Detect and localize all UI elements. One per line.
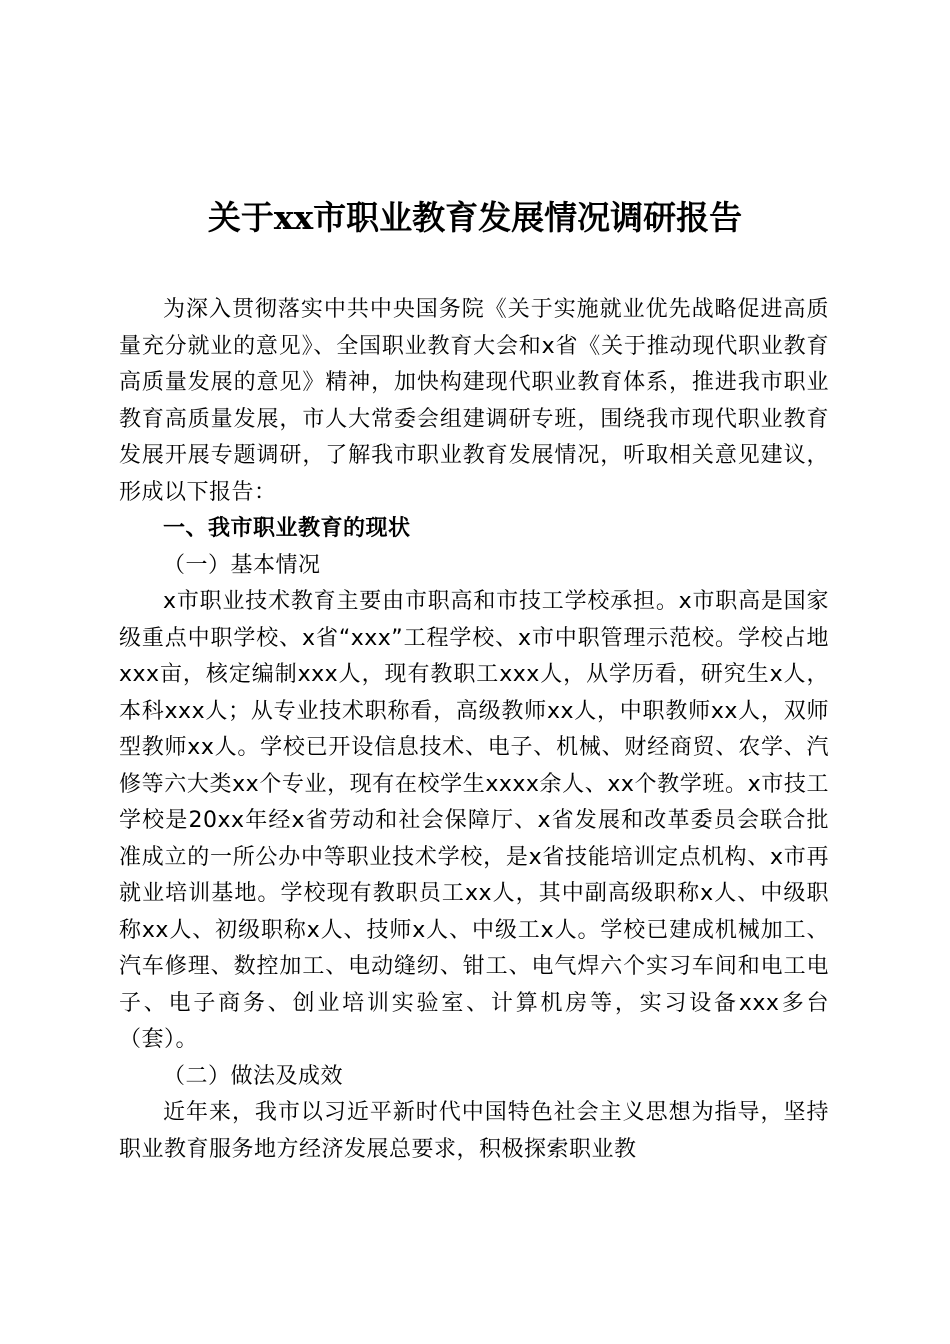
basic-situation-paragraph: x市职业技术教育主要由市职高和市技工学校承担。x市职高是国家级重点中职学校、x省“xxx”工程学校、x市中职管理示范校。学校占地xxx亩，核定编制xxx人，现有教职工xxx人，从学历看，研究生x人，本科xxx人；从专业技术职称看，高级教师xx人，中职教师xx人，双师型教师xx人。学校已开设信息技术、电子、机械、财经商贸、农学、汽修等六大类xx个专业，现有在校学生xxxx余人、xx个教学班。x市技工学校是20xx年经x省劳动和社会保障厅、x省发展和改革委员会联合批准成立的一所公办中等职业技术学校，是x省技能培训定点机构、x市再就业培训基地。学校现有教职员工xx人，其中副高级职称x人、中级职称xx人、初级职称x人、技师x人、中级工x人。学校已建成机械加工、汽车修理、数控加工、电动缝纫、钳工、电气焊六个实习车间和电工电子、电子商务、创业培训实验室、计算机房等，实习设备xxx多台（套）。: [119, 589, 829, 1052]
document-body: [119, 292, 829, 1168]
document-title: 关于xx市职业教育发展情况调研报告: [207, 198, 743, 237]
practices-paragraph: 近年来，我市以习近平新时代中国特色社会主义思想为指导，坚持职业教育服务地方经济发展总要求，积极探索职业教: [119, 1100, 829, 1162]
intro-paragraph: 为深入贯彻落实中共中央国务院《关于实施就业优先战略促进高质量充分就业的意见》、全国职业教育大会和x省《关于推动现代职业教育高质量发展的意见》精神，加快构建现代职业教育体系，推进我市职业教育高质量发展，市人大常委会组建调研专班，围绕我市现代职业教育发展开展专题调研，了解我市职业教育发展情况，听取相关意见建议，形成以下报告：: [119, 297, 829, 505]
section-heading-current-status: 一、我市职业教育的现状: [163, 516, 411, 541]
subsection-heading-practices-results: （二）做法及成效: [163, 1063, 344, 1089]
subsection-heading-basic-situation: （一）基本情况: [163, 552, 321, 578]
